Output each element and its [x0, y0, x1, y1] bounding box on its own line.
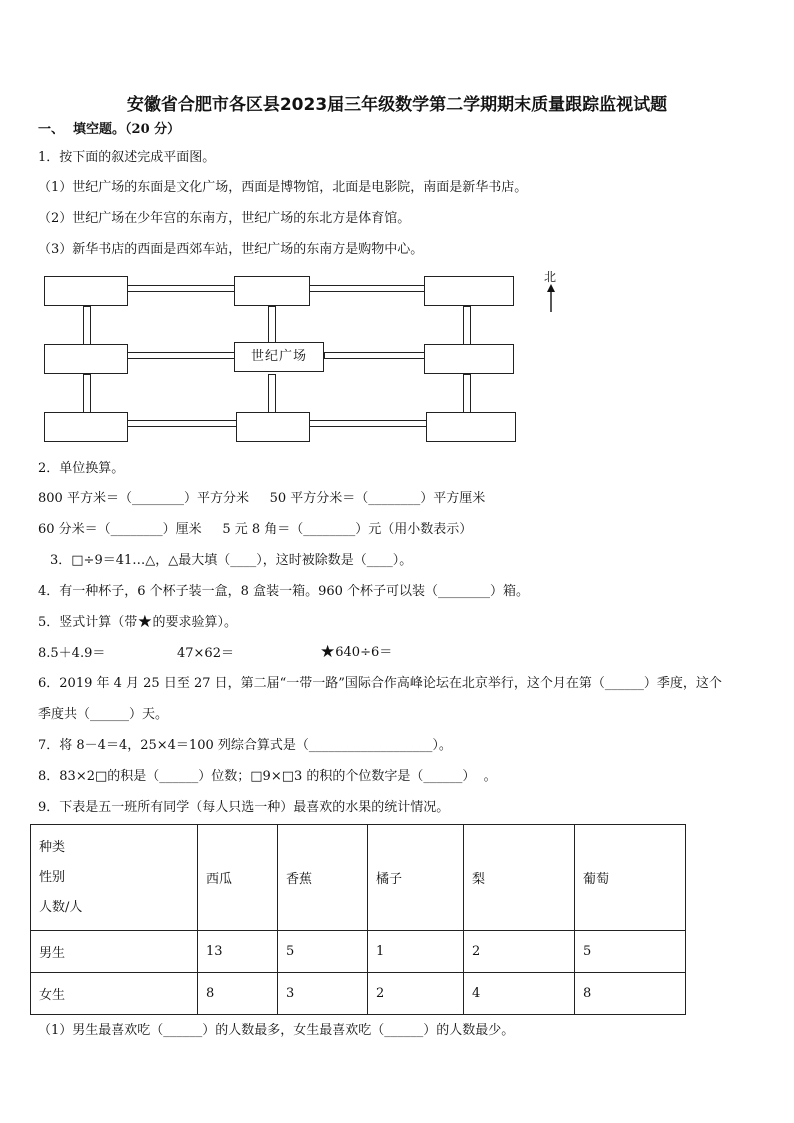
calc-3-wrap	[320, 644, 392, 661]
table-row	[31, 931, 686, 973]
table-cell: 3	[278, 973, 368, 1015]
table-cell: 4	[464, 973, 575, 1015]
north-label: 北	[544, 270, 557, 284]
north-indicator	[543, 268, 559, 314]
page-title: 安徽省合肥市各区县2023届三年级数学第二学期期末质量跟踪监视试题	[126, 95, 668, 115]
calc-1: 8.5＋4.9＝	[38, 646, 106, 661]
road	[83, 374, 91, 416]
corner-gender: 性别	[39, 869, 66, 885]
center-box	[234, 342, 324, 372]
blank-box	[424, 276, 514, 306]
table-cell: 13	[198, 931, 278, 973]
table-cell: 5	[575, 931, 686, 973]
q4: 4．有一种杯子，6 个杯子装一盒，8 盒装一箱。960 个杯子可以装（________）箱。	[38, 584, 530, 599]
fruit-header: 香蕉	[278, 825, 368, 931]
section-heading: 一、 填空题。（20 分）	[38, 122, 181, 137]
q1-item-1: （1）世纪广场的东面是文化广场，西面是博物馆，北面是电影院，南面是新华书店。	[38, 180, 528, 195]
q8: 8．83×2□的积是（______）位数；□9×□3 的积的个位数字是（______） 。	[38, 769, 497, 784]
q2-line-1: 800 平方米＝（________）平方分米 50 平方分米＝（________）平方厘米	[38, 491, 486, 506]
blank-box	[236, 412, 310, 442]
table-cell: 2	[368, 973, 464, 1015]
calc-3: 640÷6＝	[335, 645, 393, 660]
road	[324, 352, 428, 359]
fruit-table	[30, 824, 686, 1015]
header-corner-cell	[31, 825, 198, 931]
table-cell: 2	[464, 931, 575, 973]
q5-stem-a: 5．竖式计算（带	[38, 615, 138, 630]
table-cell: 1	[368, 931, 464, 973]
road	[306, 285, 428, 292]
blank-box	[44, 412, 128, 442]
q6-line-2: 季度共（______）天。	[38, 707, 169, 722]
q5-stem	[38, 614, 237, 631]
north-arrow-icon	[543, 284, 559, 314]
blank-box	[234, 276, 310, 306]
table-cell: 8	[198, 973, 278, 1015]
table-header-row	[31, 825, 686, 931]
q7: 7．将 8－4＝4，25×4＝100 列综合算式是（___________________）。	[38, 738, 452, 753]
road	[306, 420, 428, 427]
star-icon: ★	[320, 642, 336, 662]
blank-box	[44, 276, 128, 306]
road	[463, 306, 471, 348]
q5-stem-b: 的要求验算）。	[152, 615, 238, 630]
row-label: 女生	[31, 973, 198, 1015]
map-center-label: 世纪广场	[250, 349, 307, 364]
road	[463, 374, 471, 416]
q1-item-2: （2）世纪广场在少年宫的东南方，世纪广场的东北方是体育馆。	[38, 211, 411, 226]
blank-box	[424, 344, 514, 374]
road	[268, 374, 276, 416]
road	[83, 306, 91, 348]
q2-line-2: 60 分米＝（________）厘米 5 元 8 角＝（________）元（用小数表示）	[38, 522, 473, 537]
blank-box	[426, 412, 516, 442]
fruit-header: 葡萄	[575, 825, 686, 931]
q6-line-1: 6．2019 年 4 月 25 日至 27 日，第二届“一带一路”国际合作高峰论坛在北京举行，这个月在第（______）季度，这个	[38, 676, 722, 691]
q3: 3．□÷9＝41…△，△最大填（____），这时被除数是（____）。	[50, 553, 413, 568]
corner-count: 人数/人	[39, 899, 83, 915]
road	[268, 306, 276, 344]
calc-2: 47×62＝	[177, 646, 234, 661]
q9-stem: 9．下表是五一班所有同学（每人只选一种）最喜欢的水果的统计情况。	[38, 800, 450, 815]
blank-box	[44, 344, 128, 374]
table-cell: 8	[575, 973, 686, 1015]
table-row	[31, 973, 686, 1015]
plan-map	[38, 268, 578, 450]
q1-item-3: （3）新华书店的西面是西郊车站，世纪广场的东南方是购物中心。	[38, 242, 424, 257]
q9-sub-1: （1）男生最喜欢吃（______）的人数最多，女生最喜欢吃（______）的人数最少。	[38, 1023, 515, 1038]
q1-stem: 1．按下面的叙述完成平面图。	[38, 150, 216, 165]
fruit-header: 橘子	[368, 825, 464, 931]
row-label: 男生	[31, 931, 198, 973]
q2-stem: 2．单位换算。	[38, 461, 125, 476]
star-icon: ★	[137, 612, 153, 632]
fruit-header: 西瓜	[198, 825, 278, 931]
table-cell: 5	[278, 931, 368, 973]
fruit-header: 梨	[464, 825, 575, 931]
corner-kind: 种类	[39, 839, 66, 855]
